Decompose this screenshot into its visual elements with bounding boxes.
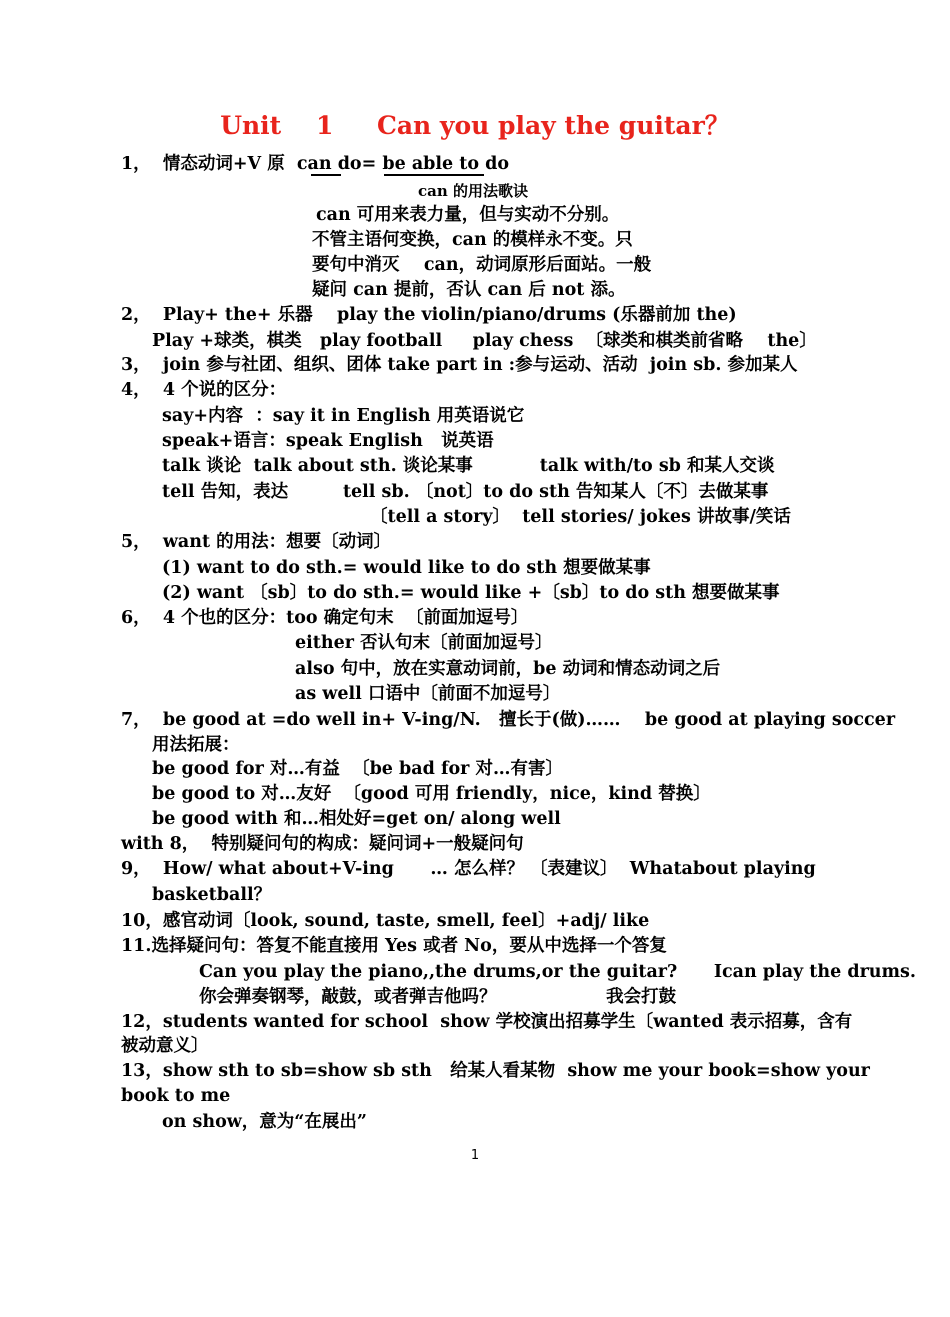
text-line: 6， 4 个也的区分：too 确定句末 〔前面加逗号〕 <box>121 608 529 628</box>
text-line: Can you play the piano,,the drums,or the guitar? Ican play the drums. <box>199 962 916 982</box>
text-line: be good to 对…友好 〔good 可用 friendly，nice，kind 替换〕 <box>152 784 711 804</box>
text-line: 1， 情态动词+V 原 can do= be able to do <box>121 154 510 174</box>
text-line: Play +球类，棋类 play football play chess 〔球类和棋类前省略 the〕 <box>152 331 817 351</box>
text-line: can 的用法歌诀 <box>418 182 528 200</box>
text-line: on show，意为“在展出” <box>162 1112 367 1132</box>
text-line: 11.选择疑问句：答复不能直接用 Yes 或者 No，要从中选择一个答复 <box>121 936 667 956</box>
text-line: say+内容 ：say it in English 用英语说它 <box>162 406 525 426</box>
text-line: can 可用来表力量，但与实动不分别。 <box>316 205 620 225</box>
text-line: basketball？ <box>152 885 272 905</box>
text-line: 用法拓展： <box>152 735 240 755</box>
underline <box>384 174 484 176</box>
text-line: (2) want 〔sb〕to do sth.= would like +〔sb〕to do sth 想要做某事 <box>162 583 780 603</box>
text-line: 〔tell a story〕 tell stories/ jokes 讲故事/笑话 <box>370 507 791 527</box>
text-line: 4， 4 个说的区分： <box>121 380 287 400</box>
text-line: 你会弹奏钢琴，敲鼓，或者弹吉他吗？ 我会打鼓 <box>199 987 677 1007</box>
text-line: 13，show sth to sb=show sb sth 给某人看某物 show me your book=show your <box>121 1061 870 1081</box>
text-line: book to me <box>121 1086 231 1106</box>
text-line: speak+语言：speak English 说英语 <box>162 431 494 451</box>
text-line: 2， Play+ the+ 乐器 play the violin/piano/drums (乐器前加 the) <box>121 305 737 325</box>
text-line: talk 谈论 talk about sth. 谈论某事 talk with/to sb 和某人交谈 <box>162 456 775 476</box>
text-line: be good for 对…有益 〔be bad for 对…有害〕 <box>152 759 563 779</box>
text-line: 10，感官动词〔look, sound, taste, smell, feel〕+adj/ like <box>121 911 650 931</box>
text-line: as well 口语中〔前面不加逗号〕 <box>295 684 561 704</box>
text-line: tell 告知，表达 tell sb. 〔not〕to do sth 告知某人〔不〕去做某事 <box>162 482 769 502</box>
text-line: 12，students wanted for school show 学校演出招募学生〔wanted 表示招募，含有 <box>121 1012 853 1032</box>
text-line: (1) want to do sth.= would like to do sth 想要做某事 <box>162 558 651 578</box>
text-line: 7， be good at =do well in+ V-ing/N. 擅长于(做)…… be good at playing soccer <box>121 710 896 730</box>
text-line: 被动意义〕 <box>121 1036 209 1056</box>
text-line: 不管主语何变换，can 的模样永不变。只 <box>312 230 633 250</box>
page-number: 1 <box>470 1148 480 1163</box>
text-line: 9， How/ what about+V-ing … 怎么样？ 〔表建议〕 Whatabout playing <box>121 859 816 879</box>
text-line: be good with 和…相处好=get on/ along well <box>152 809 561 829</box>
text-line: either 否认句末〔前面加逗号〕 <box>295 633 553 653</box>
text-line: also 句中，放在实意动词前，be 动词和情态动词之后 <box>295 659 721 679</box>
text-line: 要句中消灭 can，动词原形后面站。一般 <box>312 255 652 275</box>
text-line: 5， want 的用法：想要〔动词〕 <box>121 532 392 552</box>
text-line: with 8， 特别疑问句的构成：疑问词+一般疑问句 <box>121 834 524 854</box>
underline <box>311 174 341 176</box>
document-title: Unit 1 Can you play the guitar？ <box>220 111 730 140</box>
text-line: 3， join 参与社团、组织、团体 take part in :参与运动、活动 join sb. 参加某人 <box>121 355 798 375</box>
text-line: 疑问 can 提前，否认 can 后 not 添。 <box>312 280 626 300</box>
